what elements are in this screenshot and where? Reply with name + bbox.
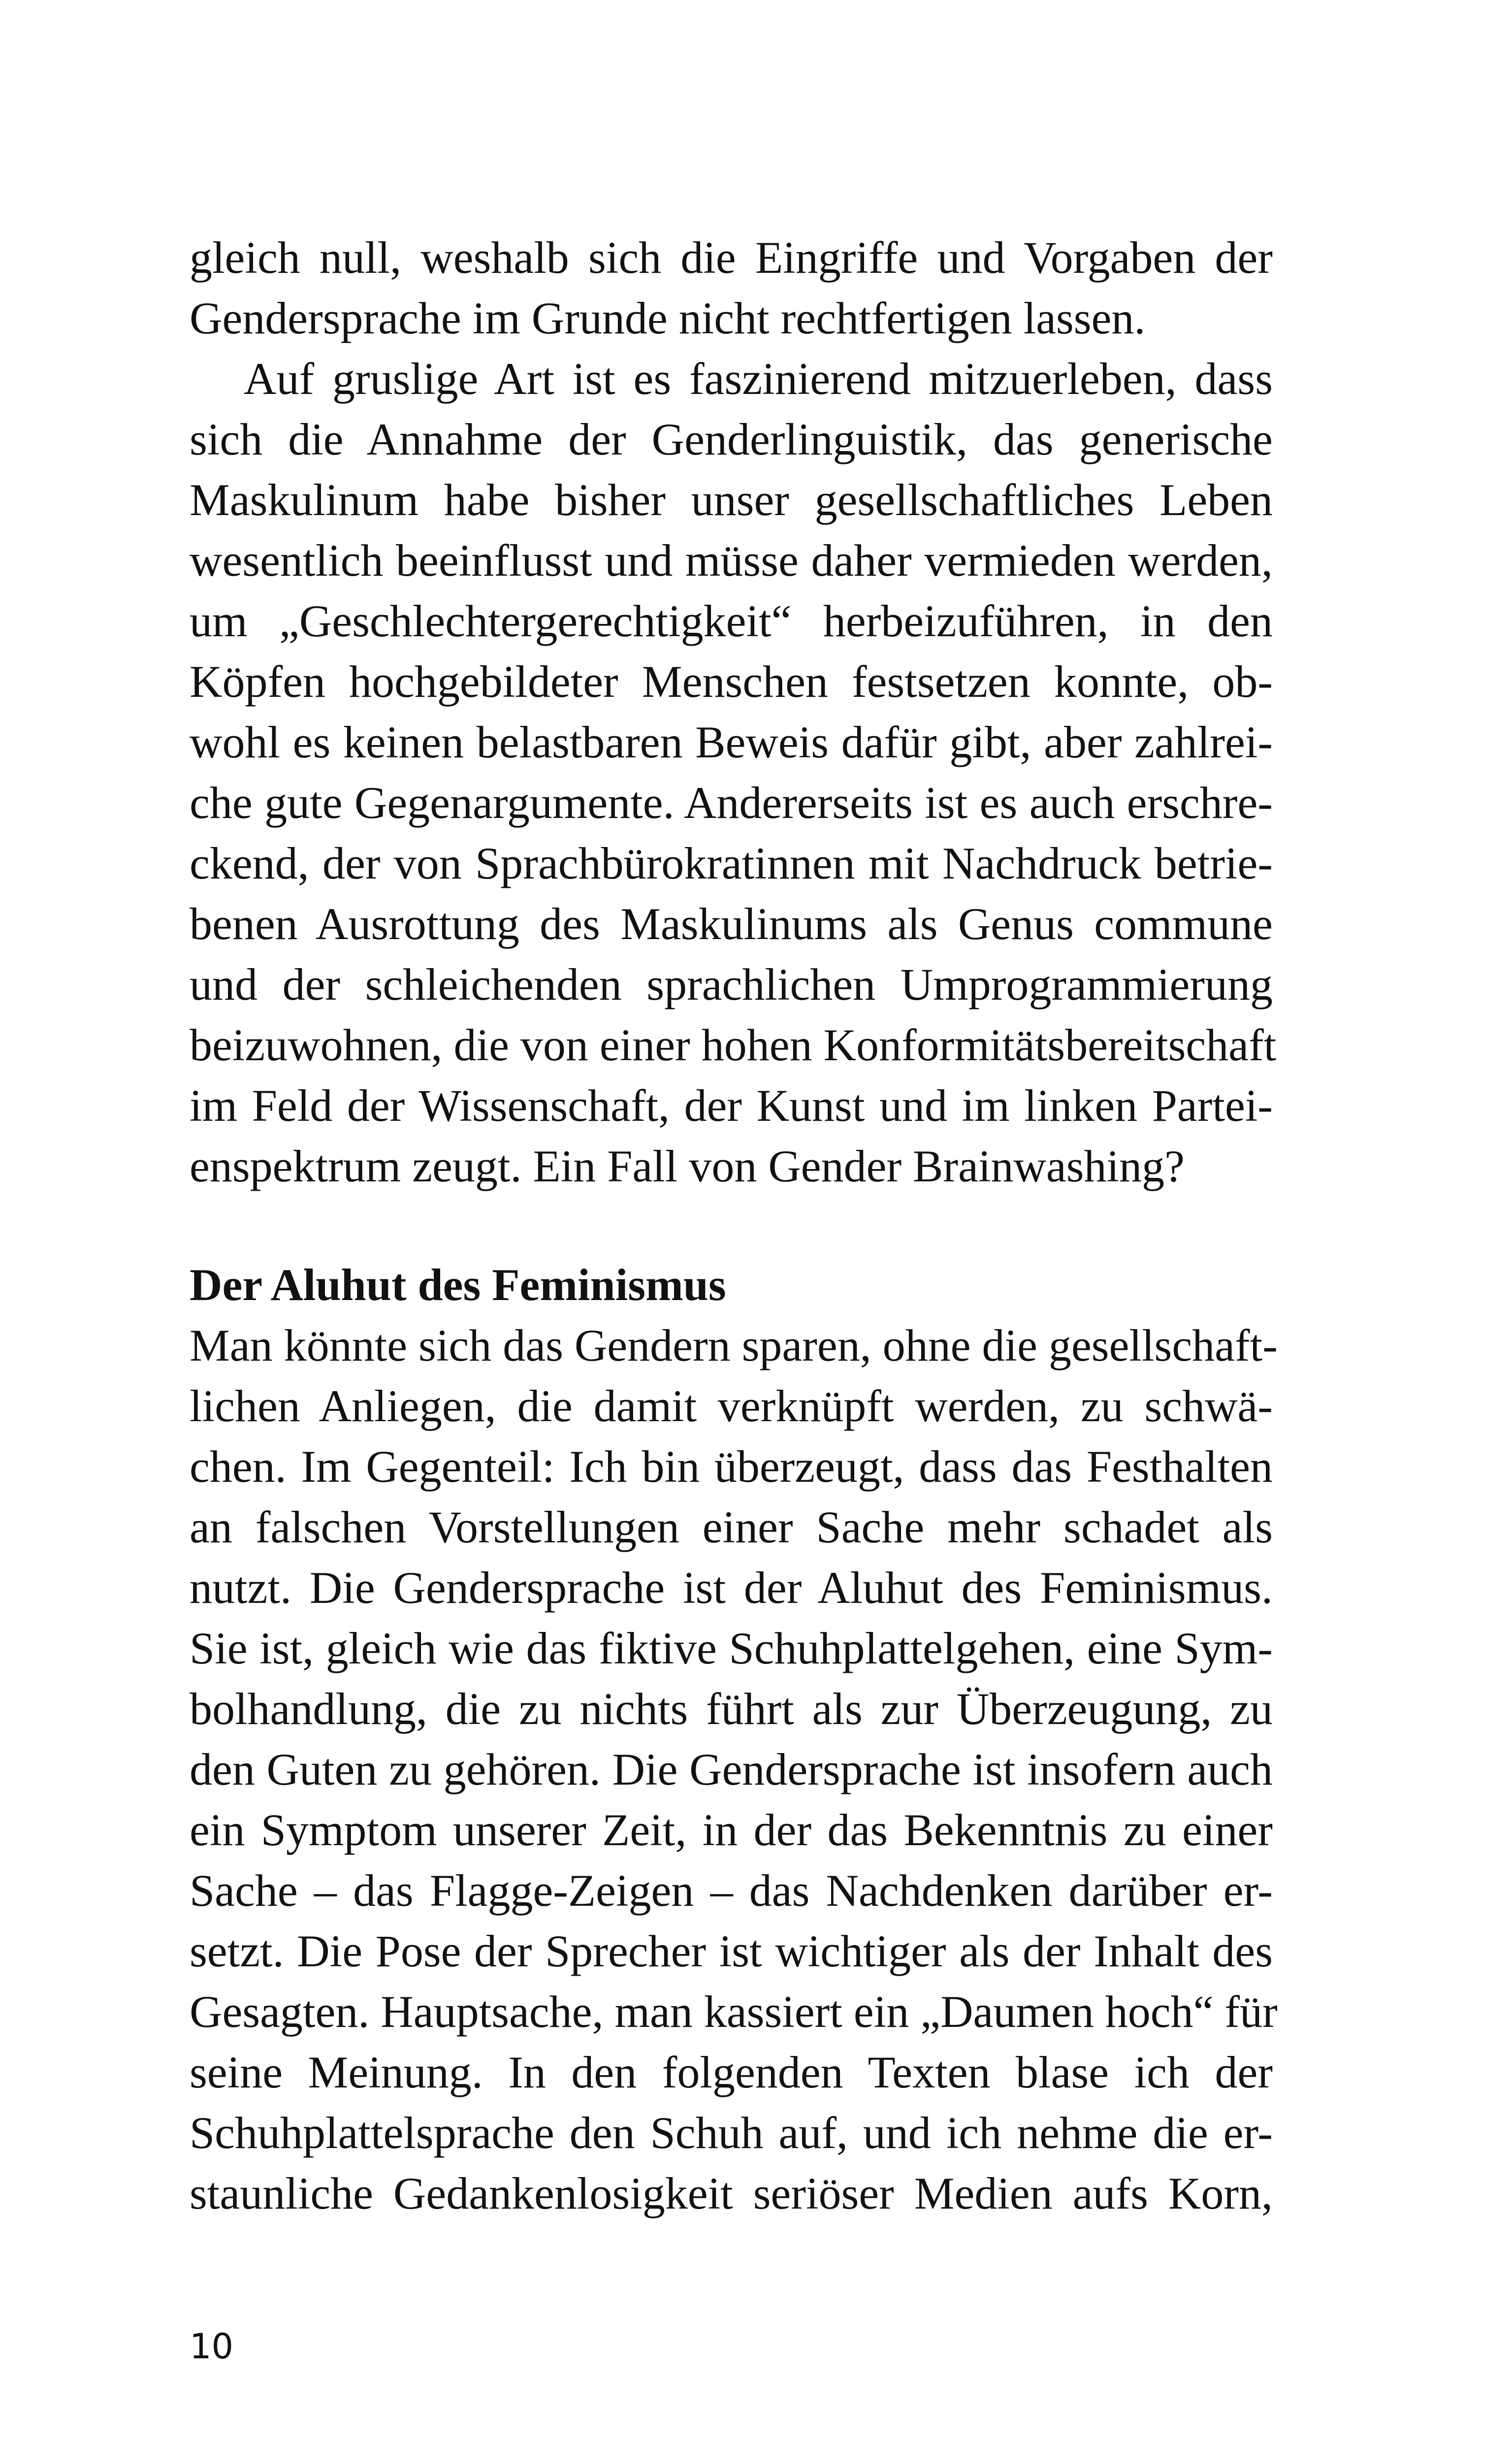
text-line: Auf gruslige Art ist es faszinierend mitzuerleben, dass bbox=[244, 354, 1273, 404]
text-line: nutzt. Die Gendersprache ist der Aluhut des Feminismus. bbox=[190, 1563, 1273, 1613]
text-line: den Guten zu gehören. Die Gendersprache ist insofern auch bbox=[190, 1744, 1273, 1794]
text-line: setzt. Die Pose der Sprecher ist wichtiger als der Inhalt des bbox=[190, 1926, 1273, 1976]
text-line: Maskulinum habe bisher unser gesellschaftliches Leben bbox=[190, 475, 1273, 525]
page-number: 10 bbox=[190, 2326, 234, 2367]
text-line: Gesagten. Hauptsache, man kassiert ein „Daumen hoch“ für bbox=[190, 1987, 1278, 2037]
text-line: benen Ausrottung des Maskulinums als Genus commune bbox=[190, 899, 1273, 949]
text-line: bolhandlung, die zu nichts führt als zur Überzeugung, zu bbox=[190, 1684, 1273, 1734]
text-line: ein Symptom unserer Zeit, in der das Bekenntnis zu einer bbox=[190, 1805, 1273, 1855]
text-line: Sache – das Flagge-Zeigen – das Nachdenken darüber er- bbox=[190, 1865, 1273, 1916]
paragraph-1 bbox=[190, 228, 1273, 349]
text-line: sich die Annahme der Genderlinguistik, das generische bbox=[190, 414, 1273, 464]
text-line: wohl es keinen belastbaren Beweis dafür gibt, aber zahlrei- bbox=[190, 717, 1273, 767]
text-line: Köpfen hochgebildeter Menschen festsetzen konnte, ob- bbox=[190, 656, 1273, 707]
text-line: Gendersprache im Grunde nicht rechtfertigen lassen. bbox=[190, 293, 1146, 343]
text-line: um „Geschlechtergerechtigkeit“ herbeizuführen, in den bbox=[190, 596, 1273, 646]
paragraph-2 bbox=[190, 349, 1277, 1197]
text-line: Sie ist, gleich wie das fiktive Schuhplattelgehen, eine Sym- bbox=[190, 1623, 1273, 1673]
text-line: ckend, der von Sprachbürokratinnen mit Nachdruck betrie- bbox=[190, 838, 1273, 888]
text-line: chen. Im Gegenteil: Ich bin überzeugt, dass das Festhalten bbox=[190, 1441, 1273, 1492]
paragraph-3 bbox=[190, 1315, 1278, 2224]
text-line: lichen Anliegen, die damit verknüpft werden, zu schwä- bbox=[190, 1381, 1273, 1431]
text-line: che gute Gegenargumente. Andererseits ist es auch erschre- bbox=[190, 778, 1273, 828]
text-line: gleich null, weshalb sich die Eingriffe und Vorgaben der bbox=[190, 232, 1273, 283]
text-line: Man könnte sich das Gendern sparen, ohne die gesellschaft- bbox=[190, 1320, 1278, 1370]
text-line: an falschen Vorstellungen einer Sache mehr schadet als bbox=[190, 1502, 1273, 1552]
text-line: enspektrum zeugt. Ein Fall von Gender Brainwashing? bbox=[190, 1141, 1185, 1191]
text-line: Schuhplattelsprache den Schuh auf, und ich nehme die er- bbox=[190, 2108, 1273, 2158]
text-line: und der schleichenden sprachlichen Umprogrammierung bbox=[190, 959, 1273, 1010]
text-line: seine Meinung. In den folgenden Texten blase ich der bbox=[190, 2047, 1273, 2097]
section-heading: Der Aluhut des Feminismus bbox=[190, 1260, 726, 1310]
text-line: staunliche Gedankenlosigkeit seriöser Medien aufs Korn, bbox=[190, 2168, 1273, 2218]
text-line: wesentlich beeinflusst und müsse daher vermieden werden, bbox=[190, 535, 1273, 586]
text-line: im Feld der Wissenschaft, der Kunst und im linken Partei- bbox=[190, 1080, 1273, 1131]
text-line: beizuwohnen, die von einer hohen Konformitätsbereitschaft bbox=[190, 1020, 1277, 1070]
